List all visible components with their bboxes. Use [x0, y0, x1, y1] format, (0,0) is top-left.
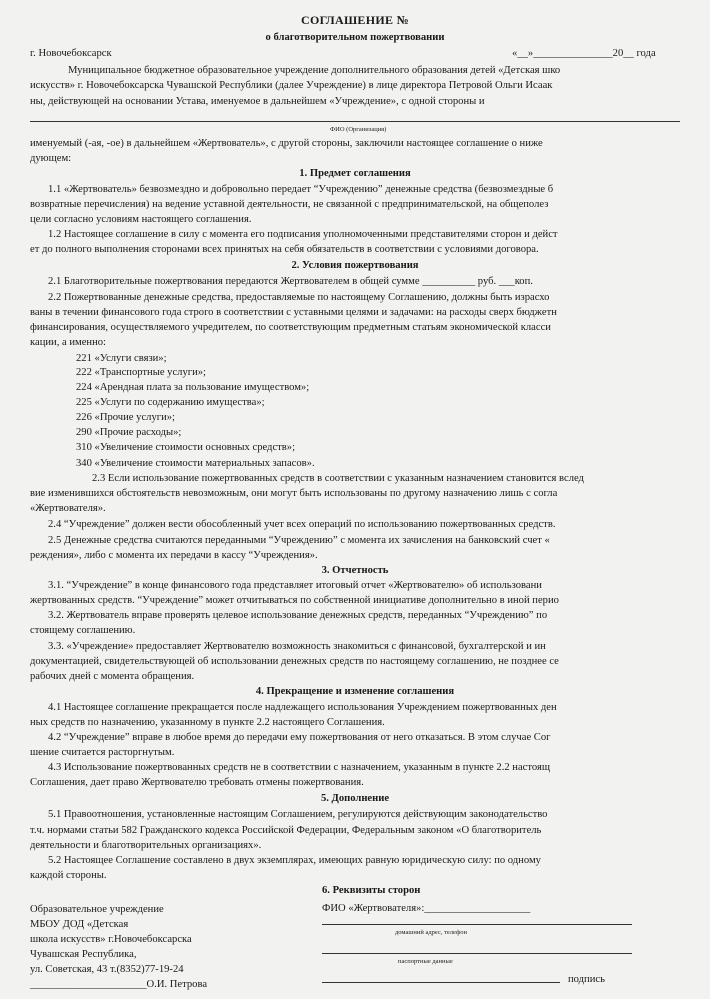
paragraph-line: ет до полного выполнения сторонами всех принятых на себя обязательств в соответствии с условиями договора. [30, 244, 539, 255]
paragraph-line: т.ч. нормами статьи 582 Гражданского кодекса Российской Федерации, Федеральным законом «О благотворитель [30, 825, 542, 836]
paragraph-line: ваны в течении финансового года строго в соответствии с уставными целями и задачами: на расходы сверх бюджетн [30, 307, 557, 318]
school-details-line: школа искусств» г.Новочебоксарска [30, 934, 192, 945]
code-item: 340 «Увеличение стоимости материальных запасов». [76, 458, 315, 469]
paragraph-line: 3.3. «Учреждение» предоставляет Жертвователю возможность знакомиться с финансовой, бухгалтерской и ин [48, 641, 546, 652]
paragraph-line: кации, а именно: [30, 337, 106, 348]
paragraph-line: Соглашения, дает право Жертвователю требовать отмены пожертвования. [30, 777, 364, 788]
document-subtitle: о благотворительном пожертвовании [265, 32, 445, 43]
section-2-title: 2. Условия пожертвования [291, 260, 419, 271]
section-6-title: 6. Реквизиты сторон [322, 885, 421, 896]
paragraph-line: 4.1 Настоящее соглашение прекращается после надлежащего использования Учреждением пожертвованных ден [48, 702, 557, 713]
preamble-line: ны, действующей на основании Устава, именуемое в дальнейшем «Учреждение», с одной стороны и [30, 96, 485, 107]
paragraph-line: 2.3 Если использование пожертвованных средств в соответствии с указанным назначением становится вслед [92, 473, 584, 484]
paragraph-line: 1.2 Настоящее соглашение в силу с момента его подписания уполномоченными представителями сторон и дейст [48, 229, 558, 240]
paragraph-line: 2.2 Пожертвованные денежные средства, предоставляемые по настоящему Соглашению, должны быть израсхо [48, 292, 550, 303]
code-item: 310 «Увеличение стоимости основных средств»; [76, 442, 296, 453]
document-title: СОГЛАШЕНИЕ № [301, 13, 409, 27]
paragraph-line: 2.1 Благотворительные пожертвования передаются Жертвователем в общей сумме __________ руб. ___коп. [48, 276, 533, 287]
preamble-line: искусств» г. Новочебоксарска Чувашской Республики (далее Учреждение) в лице директора Петровой Ольги Исаак [30, 80, 553, 91]
preamble-line: Муниципальное бюджетное образовательное учреждение дополнительного образования детей «Детская шко [68, 65, 561, 76]
paragraph-line: 3.2. Жертвователь вправе проверять целевое использование денежных средств, переданных “Учреждению” по [48, 610, 548, 621]
code-item: 222 «Транспортные услуги»; [76, 367, 207, 378]
section-3-title: 3. Отчетность [321, 565, 389, 576]
paragraph-line: 1.1 «Жертвователь» безвозмездно и добровольно передает “Учреждению” денежные средства (безвозмездные б [48, 184, 554, 195]
paragraph-line: стоящему соглашению. [30, 625, 136, 636]
donor-signature-label: подпись [568, 974, 605, 985]
paragraph-line: 5.1 Правоотношения, установленные настоящим Соглашением, регулируются действующим законодательство [48, 809, 548, 820]
paragraph-line: вие изменившихся обстоятельств невозможным, они могут быть использованы по другому назначению лишь с согла [30, 488, 558, 499]
director-signature-line: ______________________О.И. Петрова [30, 979, 208, 990]
paragraph-line: 4.2 “Учреждение” вправе в любое время до передачи ему пожертвования от него отказаться. В этом случае Сог [48, 732, 551, 743]
paragraph-line: деятельности и благотворительных организациях». [30, 840, 262, 851]
paragraph-line: 5.2 Настоящее Соглашение составлено в двух экземплярах, имеющих равную юридическую силу: по одному [48, 855, 541, 866]
preamble-line: дующем: [30, 153, 72, 164]
section-5-title: 5. Дополнение [320, 793, 390, 804]
paragraph-line: рабочих дней с момента обращения. [30, 671, 195, 682]
code-item: 290 «Прочие расходы»; [76, 427, 182, 438]
organization-caption: ФИО (Организация) [330, 126, 387, 133]
code-item: 221 «Услуги связи»; [76, 353, 167, 364]
paragraph-line: 2.5 Денежные средства считаются переданными “Учреждению” с момента их зачисления на банковский счет « [48, 535, 550, 546]
paragraph-line: 2.4 “Учреждение” должен вести обособленный учет всех операций по использованию пожертвованных средств. [48, 519, 556, 530]
paragraph-line: 4.3 Использование пожертвованных средств не в соответствии с назначением, указанным в пункте 2.2 настоящ [48, 762, 550, 773]
donor-signature-line [322, 982, 560, 983]
code-item: 225 «Услуги по содержанию имущества»; [76, 397, 265, 408]
school-details-line: ул. Советская, 43 т.(8352)77-19-24 [30, 964, 184, 975]
paragraph-line: каждой стороны. [30, 870, 107, 881]
school-details-line: МБОУ ДОД «Детская [30, 919, 129, 930]
paragraph-line: финансирования, осуществляемого учредителем, по соответствующим предметным статьям экономической класси [30, 322, 551, 333]
school-details-line: Чувашская Республика, [30, 949, 137, 960]
school-details-line: Образовательное учреждение [30, 904, 164, 915]
paragraph-line: документацией, свидетельствующей об использовании денежных средств по настоящему соглашению, не позднее се [30, 656, 559, 667]
paragraph-line: возвратные перечисления) на ведение уставной деятельности, не связанной с предпринимательской, на общеполез [30, 199, 549, 210]
paragraph-line: «Жертвователя». [30, 503, 106, 514]
donor-passport-line [322, 953, 632, 954]
date: «__»_______________20__ года [512, 48, 656, 59]
section-4-title: 4. Прекращение и изменение соглашения [255, 686, 455, 697]
section-1-title: 1. Предмет соглашения [299, 168, 411, 179]
donor-fio-field: ФИО «Жертвователя»:____________________ [322, 903, 531, 914]
donor-passport-caption: паспортные данные [398, 958, 453, 965]
paragraph-line: шение считается расторгнутым. [30, 747, 175, 758]
preamble-line: именуемый (-ая, -ое) в дальнейшем «Жертвователь», с другой стороны, заключили настоящее соглашение о ниже [30, 138, 543, 149]
paragraph-line: реждения», либо с момента их передачи в кассу “Учреждения». [30, 550, 318, 561]
paragraph-line: цели согласно условиям настоящего соглашения. [30, 214, 252, 225]
code-item: 226 «Прочие услуги»; [76, 412, 175, 423]
city: г. Новочебоксарск [30, 48, 112, 59]
paragraph-line: 3.1. “Учреждение” в конце финансового года представляет итоговый отчет «Жертвователю» об использовани [48, 580, 542, 591]
organization-line [30, 121, 680, 122]
donor-address-caption: домашний адрес, телефон [395, 929, 467, 936]
paragraph-line: жертвованных средств. “Учреждение” может отчитываться по собственной инициативе дополнительно в иной перио [30, 595, 559, 606]
donor-address-line [322, 924, 632, 925]
paragraph-line: ных средств по назначению, указанному в пункте 2.2 настоящего Соглашения. [30, 717, 385, 728]
code-item: 224 «Арендная плата за пользование имуществом»; [76, 382, 310, 393]
